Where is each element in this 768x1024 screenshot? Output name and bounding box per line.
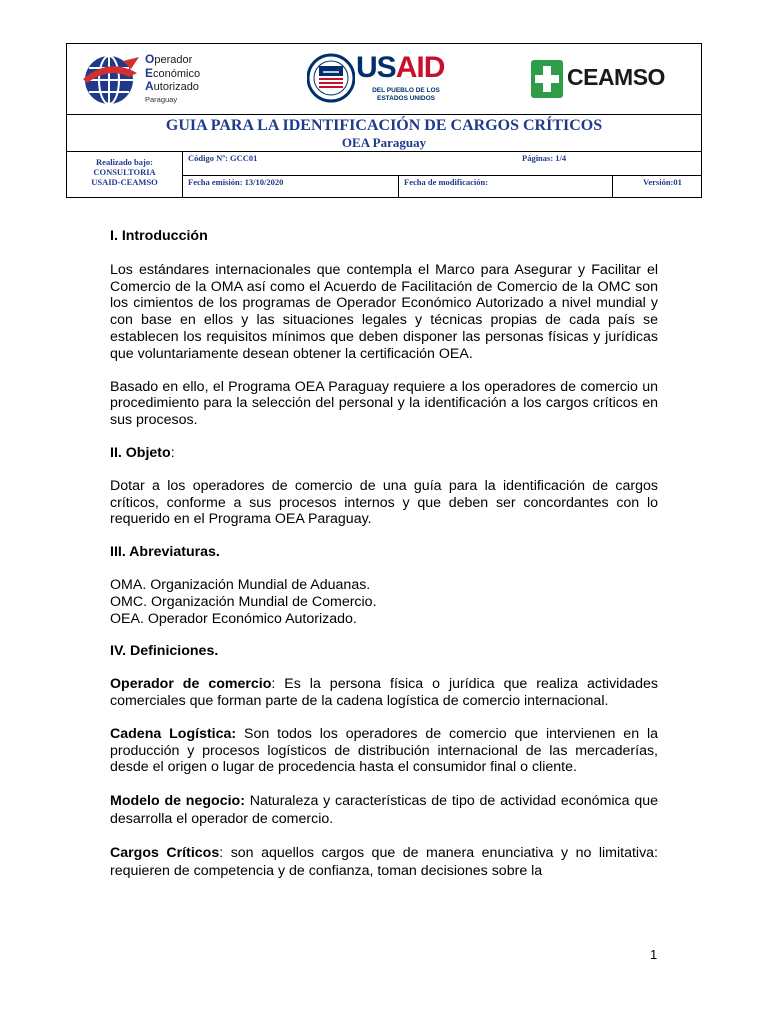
definition-cargos: Cargos Críticos: son aquellos cargos que de manera enunciativa y no limitativa: requieren de competencia y de confianza, toman decisiones sobre la (110, 845, 659, 880)
abbreviation-item: OEA. Operador Económico Autorizado. (110, 610, 357, 627)
introduccion-paragraph-2: Basado en ello, el Programa OEA Paraguay requiere a los operadores de comercio un procedimiento para la selección del personal y la identificación a los cargos críticos en sus procesos. (110, 378, 658, 429)
section-abreviaturas-heading: III. Abreviaturas. (110, 544, 220, 561)
ceamso-wordmark: CEAMSO (567, 64, 665, 90)
oea-line-paraguay: Paraguay (145, 94, 178, 104)
logos-row (67, 44, 701, 115)
definition-cadena: Cadena Logística: Son todos los operadores de comercio que intervienen en la producción y procesos logísticos de distribución internacional de las mercaderías, desde el origen o lugar de procedencia hasta el consumidor final o cliente. (110, 725, 659, 776)
page-number: 1 (650, 947, 658, 962)
meta-row (67, 152, 701, 198)
document-title: GUIA PARA LA IDENTIFICACIÓN DE CARGOS CRÍTICOS (165, 117, 603, 134)
section-introduccion-heading: I. Introducción (110, 228, 208, 244)
document-subtitle: OEA Paraguay (341, 135, 427, 150)
definition-modelo: Modelo de negocio: Naturaleza y características de tipo de actividad económica que desarrolla el operador de comercio. (110, 793, 658, 828)
ceamso-cross-icon (529, 56, 565, 102)
paginas-cell: Páginas: 1/4 (522, 153, 567, 163)
usaid-tagline: DEL PUEBLO DE LOS ESTADOS UNIDOS (372, 87, 440, 102)
section-objeto-heading: II. Objeto: (110, 444, 175, 461)
fecha-emision-cell: Fecha emisión: 13/10/2020 (188, 177, 284, 187)
document-body (110, 228, 658, 880)
codigo-cell: Código Nº: GCC01 (188, 153, 258, 163)
usaid-seal-icon (307, 50, 355, 106)
definition-operador: Operador de comercio: Es la persona física o jurídica que realiza actividades comerciales que forman parte de la cadena logística de comercio internacional. (110, 676, 658, 709)
abbreviation-item: OMC. Organización Mundial de Comercio. (110, 593, 377, 610)
usaid-logo (307, 50, 457, 108)
oea-paraguay-logo (79, 49, 279, 111)
ceamso-logo (529, 56, 679, 102)
introduccion-paragraph-1: Los estándares internacionales que contempla el Marco para Asegurar y Facilitar el Comercio de la OMA así como el Acuerdo de Facilitación de Comercio de la OMC son los cimientos de los programas de Operador Económico Autorizado a nivel mundial y con base en ellos y las situaciones legales y técnicas propias de cada país se establecen los requisitos mínimos que deben disponer las personas físicas y jurídicas que voluntariamente desean obtener la certificación OEA. (110, 261, 658, 362)
title-row (67, 115, 701, 152)
document-header (66, 43, 702, 198)
fecha-modificacion-cell: Fecha de modificación: (404, 177, 489, 187)
oea-logo-text: Operador Económico Autorizado Paraguay (145, 53, 200, 106)
version-cell: Versión:01 (643, 177, 682, 187)
realizado-cell: Realizado bajo: CONSULTORIA USAID-CEAMSO (91, 157, 158, 187)
section-definiciones-heading: IV. Definiciones. (110, 643, 219, 660)
globe-icon (79, 49, 141, 111)
usaid-wordmark: USAID (356, 51, 445, 84)
abbreviation-item: OMA. Organización Mundial de Aduanas. (110, 576, 371, 593)
objeto-paragraph: Dotar a los operadores de comercio de una guía para la identificación de cargos críticos, conforme a sus procesos internos y que deben ser concordantes con lo requerido en el Programa OEA Paraguay. (110, 477, 658, 528)
